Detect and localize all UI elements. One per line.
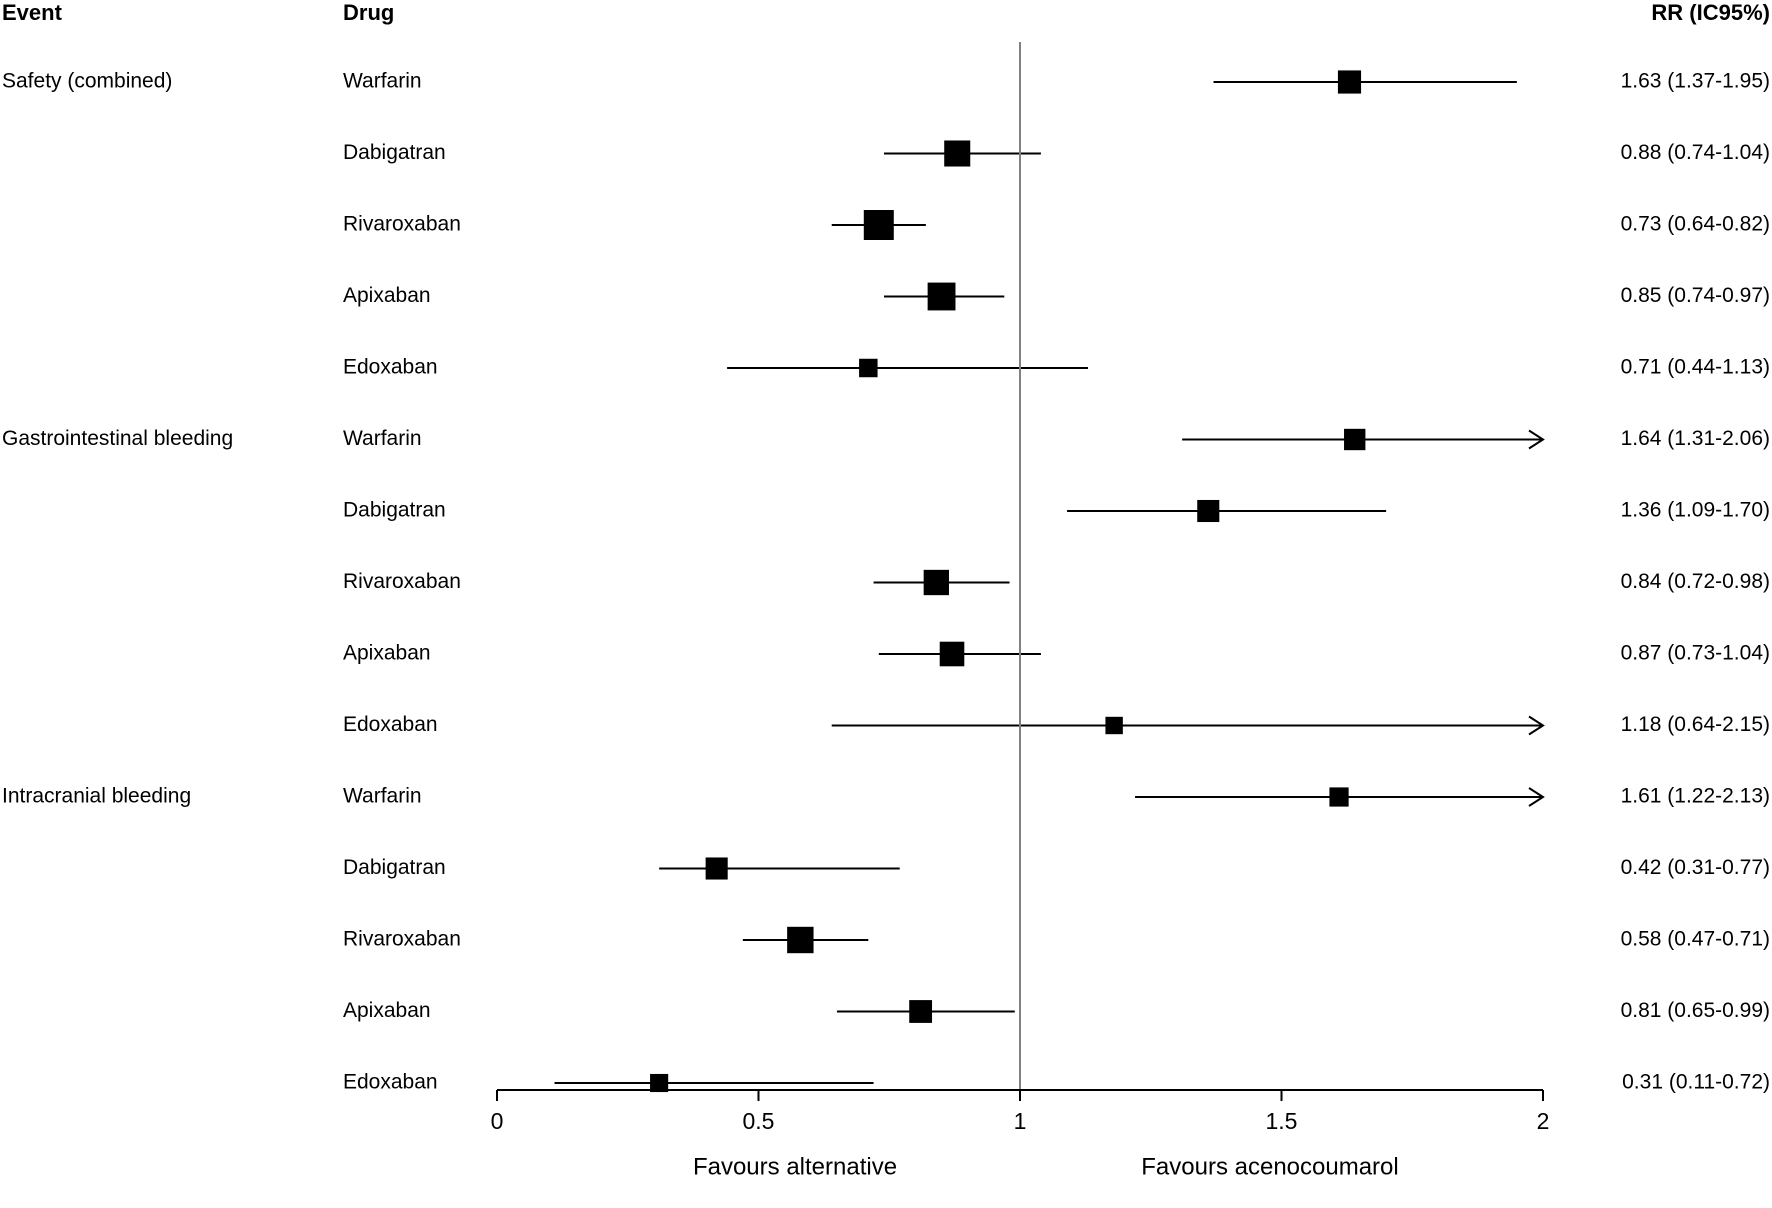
effect-estimate-marker — [909, 1000, 932, 1023]
column-header-event: Event — [2, 0, 62, 25]
effect-estimate-marker — [859, 359, 877, 377]
row-rr-label: 0.81 (0.65-0.99) — [1620, 999, 1770, 1023]
x-axis — [491, 1090, 1550, 1134]
row-rr-label: 0.73 (0.64-0.82) — [1620, 212, 1770, 236]
forest-rows — [2, 70, 1770, 1094]
effect-estimate-marker — [924, 570, 949, 595]
row-drug-label: Warfarin — [343, 784, 422, 808]
row-rr-label: 1.63 (1.37-1.95) — [1620, 69, 1770, 93]
row-rr-label: 0.71 (0.44-1.13) — [1620, 355, 1770, 379]
row-drug-label: Edoxaban — [343, 1070, 438, 1094]
x-axis-tick-label: 0.5 — [742, 1108, 775, 1135]
row-drug-label: Dabigatran — [343, 856, 446, 880]
row-drug-label: Apixaban — [343, 641, 431, 665]
row-drug-label: Rivaroxaban — [343, 927, 461, 951]
effect-estimate-marker — [928, 283, 956, 311]
row-drug-label: Apixaban — [343, 284, 431, 308]
row-drug-label: Edoxaban — [343, 713, 438, 737]
row-rr-label: 0.84 (0.72-0.98) — [1620, 570, 1770, 594]
column-header-rr: RR (IC95%) — [1651, 0, 1770, 25]
row-rr-label: 0.88 (0.74-1.04) — [1620, 141, 1770, 165]
column-header-drug: Drug — [343, 0, 395, 25]
x-axis-tick-label: 2 — [1536, 1108, 1550, 1135]
effect-estimate-marker — [1197, 500, 1219, 522]
row-rr-label: 1.18 (0.64-2.15) — [1620, 713, 1770, 737]
row-rr-label: 1.64 (1.31-2.06) — [1620, 427, 1770, 451]
row-rr-label: 0.58 (0.47-0.71) — [1620, 927, 1770, 951]
x-axis-tick-label: 0 — [490, 1108, 504, 1135]
effect-estimate-marker — [706, 857, 728, 879]
row-drug-label: Edoxaban — [343, 355, 438, 379]
axis-caption-right: Favours acenocoumarol — [1141, 1153, 1399, 1181]
effect-estimate-marker — [944, 140, 970, 166]
row-rr-label: 0.42 (0.31-0.77) — [1620, 856, 1770, 880]
effect-estimate-marker — [940, 642, 965, 667]
x-axis-tick-label: 1.5 — [1265, 1108, 1298, 1135]
effect-estimate-marker — [1329, 787, 1348, 806]
row-drug-label: Warfarin — [343, 427, 422, 451]
row-rr-label: 0.85 (0.74-0.97) — [1620, 284, 1770, 308]
row-drug-label: Rivaroxaban — [343, 570, 461, 594]
row-drug-label: Dabigatran — [343, 498, 446, 522]
row-rr-label: 0.31 (0.11-0.72) — [1622, 1070, 1770, 1094]
row-event-label: Intracranial bleeding — [2, 784, 192, 808]
effect-estimate-marker — [864, 210, 894, 240]
row-rr-label: 1.61 (1.22-2.13) — [1620, 784, 1770, 808]
effect-estimate-marker — [1338, 70, 1361, 93]
axis-caption-left: Favours alternative — [692, 1153, 898, 1181]
effect-estimate-marker — [1105, 717, 1122, 734]
row-drug-label: Warfarin — [343, 69, 422, 93]
row-rr-label: 1.36 (1.09-1.70) — [1620, 498, 1770, 522]
row-drug-label: Dabigatran — [343, 141, 446, 165]
row-drug-label: Rivaroxaban — [343, 212, 461, 236]
row-drug-label: Apixaban — [343, 999, 431, 1023]
x-axis-tick-label: 1 — [1013, 1108, 1027, 1135]
effect-estimate-marker — [787, 927, 813, 953]
row-event-label: Gastrointestinal bleeding — [2, 427, 234, 451]
row-rr-label: 0.87 (0.73-1.04) — [1620, 641, 1770, 665]
effect-estimate-marker — [1344, 429, 1365, 450]
row-event-label: Safety (combined) — [2, 69, 173, 93]
